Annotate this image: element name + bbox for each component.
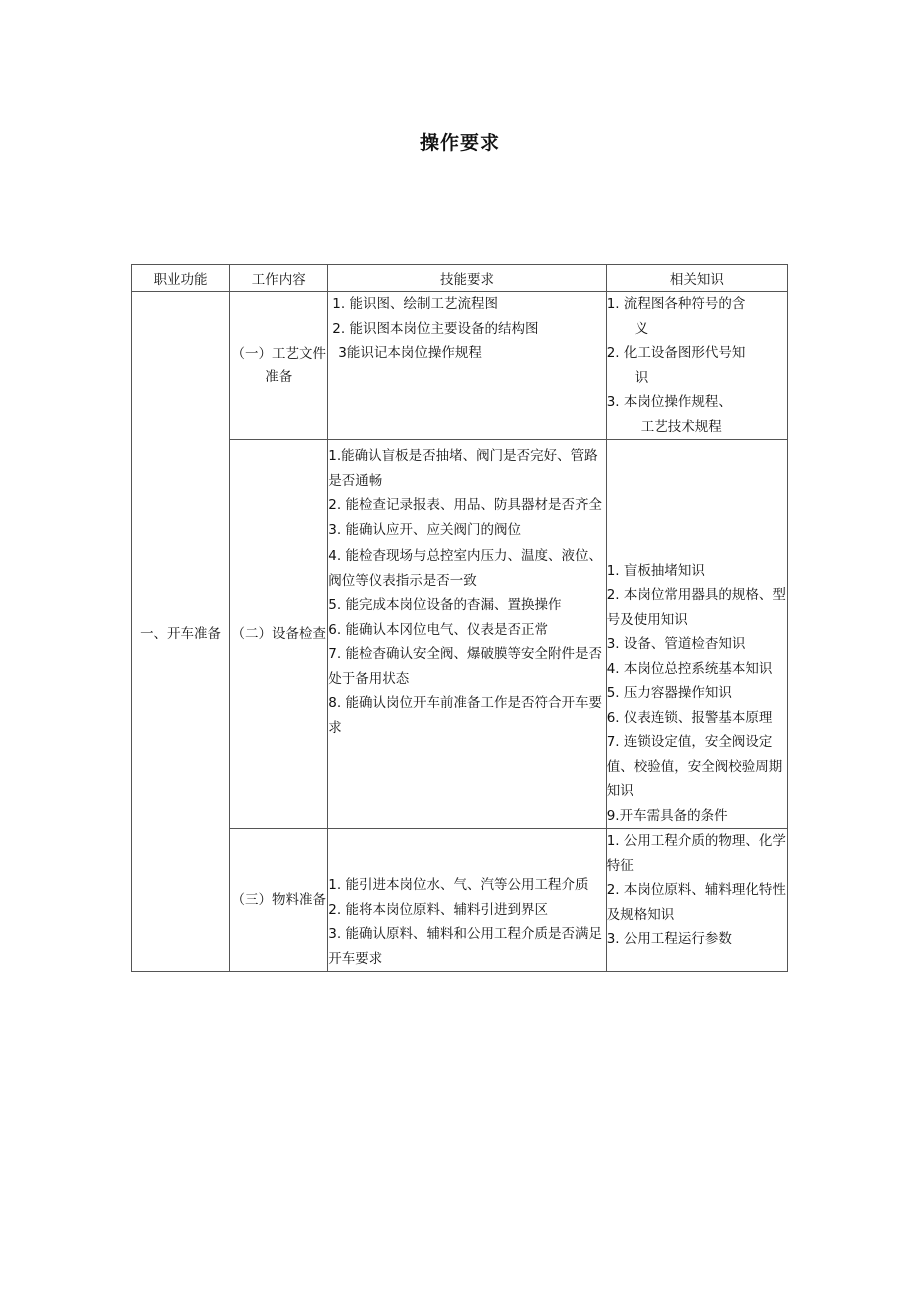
header-content: 工作内容: [230, 265, 328, 292]
skill-item: 3能识记本岗位操作规程: [338, 345, 482, 361]
skill-item: 5. 能完成本岗位设备的杳漏、置换操作: [328, 597, 562, 613]
skill-item: 2. 能将本岗位原料、辅料引进到界区: [328, 901, 548, 918]
knowledge-item: 义: [634, 320, 649, 337]
knowledge-item: 识: [634, 369, 649, 386]
knowledge-cell: [606, 440, 787, 829]
content-cell: （三）物料准备: [230, 829, 328, 972]
knowledge-item: 2. 本岗位常用器具的规格、型号及使用知识: [606, 587, 786, 628]
knowledge-item: 3. 公用工程运行参数: [606, 931, 732, 947]
skills-cell: [328, 440, 606, 829]
knowledge-item: 1. 盲板抽堵知识: [606, 562, 705, 579]
skill-item: 4. 能检杳现场与总控室内压力、温度、液位、阀位等仪表指示是否一致: [328, 548, 602, 589]
knowledge-cell: [606, 292, 787, 440]
skill-item: 2. 能识图本岗位主要设备的结构图: [332, 320, 539, 337]
skill-item: 3. 能确认应开、应关阀门的阀位: [328, 521, 521, 538]
skill-item: 2. 能检查记录报表、用品、防具器材是否齐全: [328, 497, 602, 513]
table-header-row: [132, 265, 788, 292]
table-row: [132, 440, 788, 829]
knowledge-item: 6. 仪表连锁、报警基本原理: [606, 709, 773, 726]
content-cell: （一）工艺文件准备: [230, 292, 328, 440]
skill-item: 1.能确认盲板是否抽堵、阀门是否完好、管路是否通畅: [328, 448, 598, 489]
header-knowledge: 相关知识: [606, 265, 787, 292]
page-title: 操作要求: [419, 132, 500, 154]
skill-item: 1. 能识图、绘制工艺流程图: [332, 296, 498, 312]
knowledge-item: 3. 本岗位操作规程、: [606, 394, 732, 410]
function-cell: 一、开车准备: [132, 292, 230, 972]
operation-requirements-table: [131, 264, 788, 972]
knowledge-item: 9.开车需具备的条件: [606, 807, 728, 824]
knowledge-item: 5. 压力容器操作知识: [606, 685, 732, 701]
header-skills: 技能要求: [328, 265, 606, 292]
header-function: 职业功能: [132, 265, 230, 292]
knowledge-item: 2. 本岗位原料、辅料理化特性及规格知识: [606, 882, 786, 923]
knowledge-item: 3. 设备、管道检杳知识: [606, 636, 746, 652]
skills-cell: [328, 829, 606, 972]
knowledge-item: 1. 公用工程介质的物理、化学特征: [606, 833, 786, 874]
table-row: [132, 292, 788, 440]
knowledge-item: 2. 化工设备图形代号知: [606, 345, 746, 361]
knowledge-item: 1. 流程图各种符号的含: [606, 296, 746, 312]
knowledge-item: 工艺技术规程: [640, 418, 722, 435]
skill-item: 3. 能确认原料、辅料和公用工程介质是否满足开车要求: [328, 926, 602, 967]
skill-item: 1. 能引进本岗位水、气、汽等公用工程介质: [328, 877, 589, 893]
content-cell: （二）设备检查: [230, 440, 328, 829]
skill-item: 6. 能确认本冈位电气、仪表是否正常: [328, 621, 548, 638]
skill-item: 7. 能检杳确认安全阀、爆破膜等安全附件是否处于备用状态: [328, 646, 602, 687]
table-row: [132, 829, 788, 972]
knowledge-cell: [606, 829, 787, 972]
skills-cell: [328, 292, 606, 440]
skill-item: 8. 能确认岗位开车前准备工作是否符合开车要求: [328, 695, 602, 736]
knowledge-item: 7. 连锁设定值，安全阀设定值、校验值，安全阀校验周期知识: [606, 734, 783, 799]
knowledge-item: 4. 本岗位总控系统基本知识: [606, 660, 773, 677]
